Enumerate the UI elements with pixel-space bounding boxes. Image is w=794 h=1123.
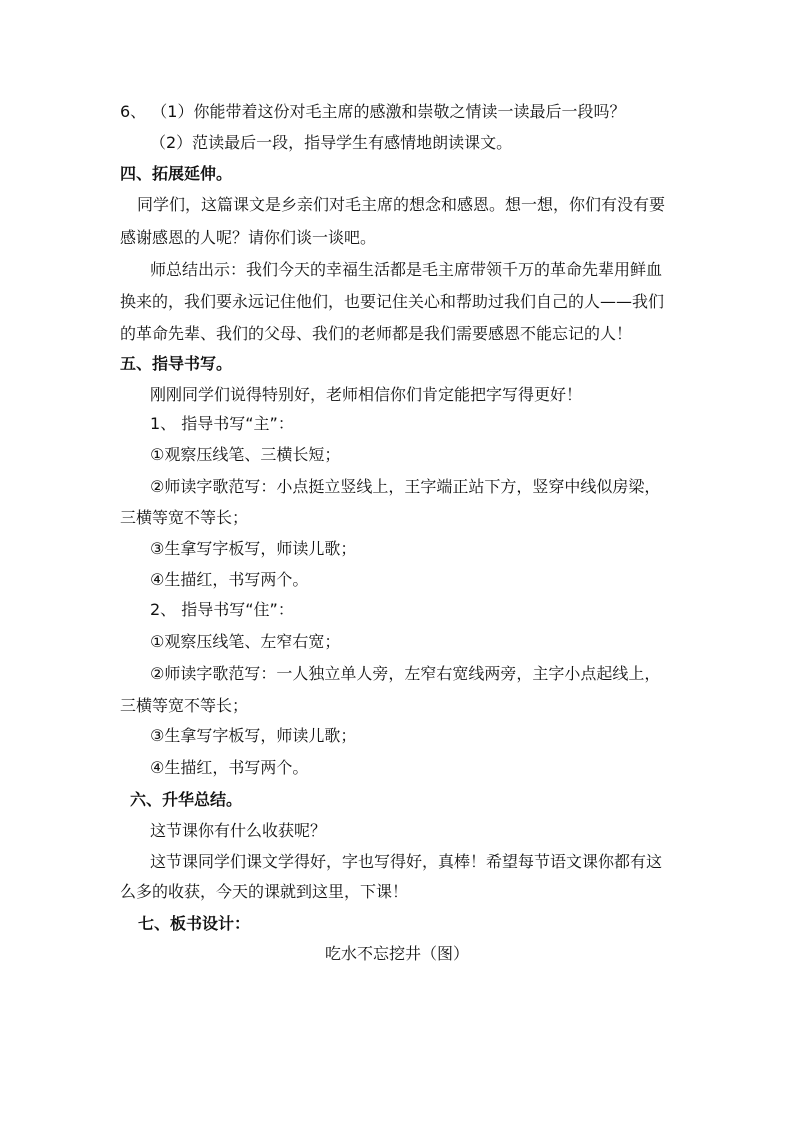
text-line: ②师读字歌范写：小点挺立竖线上，王字端正站下方，竖穿中线似房梁， <box>150 477 661 496</box>
text-line: 三横等宽不等长； <box>120 696 249 715</box>
board-design-title: 吃水不忘挖井（图） <box>325 944 470 963</box>
text-line: 6、 （1）你能带着这份对毛主席的感激和崇敬之情读一读最后一段吗？ <box>120 102 626 121</box>
text-line: ①观察压线笔、三横长短； <box>150 445 341 464</box>
text-line: ③生拿写字板写，师读儿歌； <box>150 726 357 745</box>
text-line: 三横等宽不等长； <box>120 508 249 527</box>
text-line: ④生描红，书写两个。 <box>150 570 309 589</box>
text-line: 师总结出示：我们今天的幸福生活都是毛主席带领千万的革命先辈用鲜血 <box>150 260 663 279</box>
text-line: 刚刚同学们说得特别好，老师相信你们肯定能把字写得更好！ <box>150 385 583 404</box>
section-heading: 六、升华总结。 <box>130 790 243 809</box>
text-line: ④生描红，书写两个。 <box>150 758 309 777</box>
text-line: ②师读字歌范写：一人独立单人旁，左窄右宽线两旁，主字小点起线上， <box>150 664 661 683</box>
section-heading: 四、拓展延伸。 <box>120 164 233 183</box>
text-line: 的革命先辈、我们的父母、我们的老师都是我们需要感恩不能忘记的人！ <box>120 324 633 343</box>
section-heading: 七、板书设计： <box>138 914 251 933</box>
text-line: 这节课同学们课文学得好，字也写得好，真棒！希望每节语文课你都有这 <box>150 852 663 871</box>
section-heading: 五、指导书写。 <box>120 354 233 373</box>
text-line: 么多的收获，今天的课就到这里，下课！ <box>120 882 409 901</box>
text-line: （2）范读最后一段，指导学生有感情地朗读课文。 <box>150 133 513 152</box>
text-line: ①观察压线笔、左窄右宽； <box>150 632 341 651</box>
text-line: ③生拿写字板写，师读儿歌； <box>150 539 357 558</box>
text-line: 换来的，我们要永远记住他们，也要记住关心和帮助过我们自己的人——我们 <box>120 292 665 311</box>
text-line: 同学们，这篇课文是乡亲们对毛主席的想念和感恩。想一想，你们有没有要 <box>137 195 666 214</box>
text-line: 1、 指导书写“主”： <box>150 414 294 433</box>
text-line: 这节课你有什么收获呢？ <box>150 821 327 840</box>
text-line: 2、 指导书写“住”： <box>150 600 294 619</box>
text-line: 感谢感恩的人呢？请你们谈一谈吧。 <box>120 228 377 247</box>
